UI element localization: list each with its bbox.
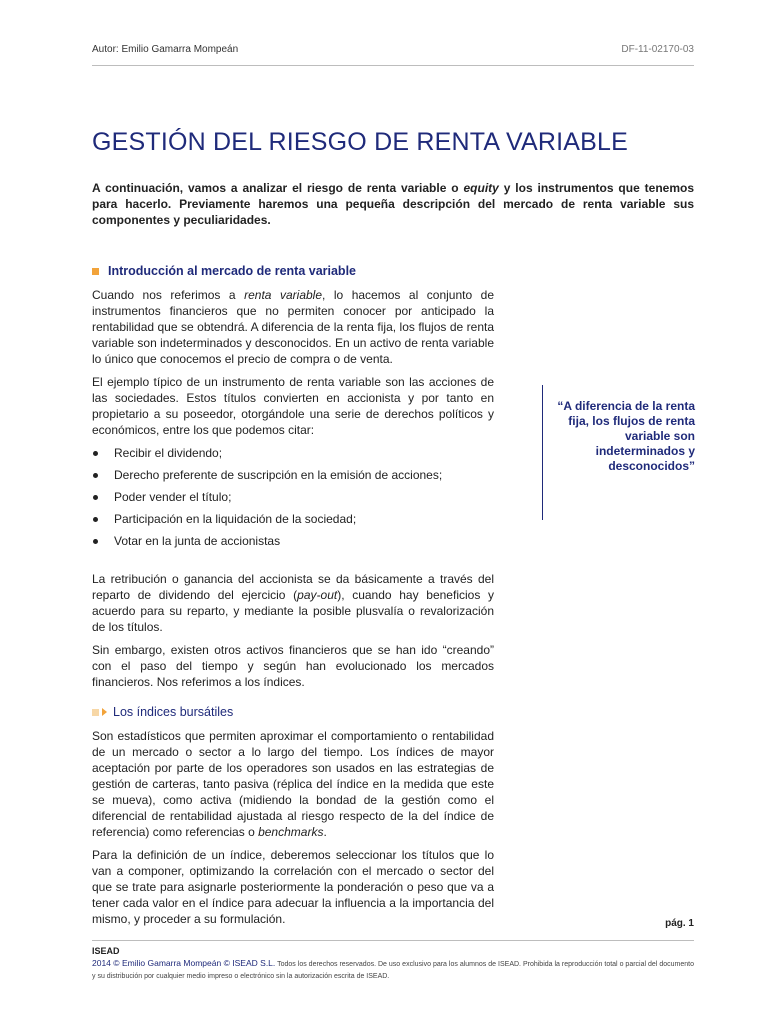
intro-paragraph [92, 180, 694, 228]
paragraph: El ejemplo típico de un instrumento de renta variable son las acciones de las sociedades. Estos títulos convierten en accionista y por tanto en propietario a su poseedor, otorgándole una serie de derechos políticos y económicos, entre los que podemos citar: [92, 375, 494, 437]
intro-text-2: y los instrumentos que tenemos para hacerlo. Previamente haremos una pequeña descripción del mercado de renta variable sus componentes y peculiaridades. [92, 181, 694, 227]
text-emphasis: pay-out [297, 588, 338, 602]
intro-text-1: A continuación, vamos a analizar el riesgo de renta variable o [92, 181, 464, 195]
list-item-label: Recibir el dividendo; [114, 446, 223, 460]
paragraph: Sin embargo, existen otros activos financieros que se han ido “creando” con el paso del tiempo y según han evolucionado los mercados financieros. Nos referimos a los índices. [92, 643, 494, 689]
rights-list [92, 445, 494, 549]
text-run: . [323, 825, 327, 839]
text-run: , lo hacemos al conjunto de instrumentos financieros que no permiten conocer por anticipado la rentabilidad que se obtendrá. A diferencia de la renta fija, los flujos de renta variable son indeterminados y desconocidos. En un activo de renta variable lo único que conocemos el precio de compra o de venta. [92, 288, 494, 366]
document-code: DF-11-02170-03 [621, 44, 694, 55]
list-item [92, 445, 494, 461]
list-item-label: Votar en la junta de accionistas [114, 534, 281, 548]
footer-org: ISEAD [92, 946, 120, 956]
list-item-label: Poder vender el título; [114, 490, 232, 504]
text-run: Cuando nos referimos a [92, 288, 245, 302]
footer-copyright [92, 957, 694, 983]
pull-quote-text: “A diferencia de la renta fija, los flujos de renta variable son indeterminados y desconocidos” [557, 399, 695, 473]
text-run: ), cuando hay beneficios y acuerdo para su reparto, y mediante la posible plusvalía o revalorización de los títulos. [92, 588, 494, 634]
page-header [92, 44, 694, 66]
text-emphasis: renta variable [244, 288, 323, 302]
text-run: La retribución o ganancia del accionista se da básicamente a través del reparto de dividendo del ejercicio ( [92, 572, 494, 602]
page-footer [92, 940, 694, 983]
paragraph [92, 728, 494, 840]
list-item-label: Participación en la liquidación de la sociedad; [114, 512, 357, 526]
section-heading-indices-label: Los índices bursátiles [113, 705, 234, 719]
paragraph [92, 571, 494, 635]
page-number: pág. 1 [665, 918, 694, 929]
bullet-dot-icon [93, 539, 98, 544]
bullet-dot-icon [93, 451, 98, 456]
main-column [92, 263, 494, 934]
list-item [92, 511, 494, 527]
bullet-dot-icon [93, 495, 98, 500]
pull-quote [542, 385, 695, 520]
list-item-label: Derecho preferente de suscripción en la emisión de acciones; [114, 468, 443, 482]
square-bullet-icon [92, 268, 99, 275]
section-heading-intro-label: Introducción al mercado de renta variable [108, 264, 356, 278]
bullet-dot-icon [93, 473, 98, 478]
section-heading-indices [92, 704, 494, 720]
bullet-dot-icon [93, 517, 98, 522]
author-label: Autor: Emilio Gamarra Mompeán [92, 44, 239, 55]
list-item [92, 533, 494, 549]
page-title: GESTIÓN DEL RIESGO DE RENTA VARIABLE [92, 128, 629, 156]
copyright-notice: Todos los derechos reservados. De uso exclusivo para los alumnos de ISEAD. Prohibida la reproducción total o parcial del documento y su distribución por cualquier medio impreso o electrónico sin la autorización escrita de ISEAD. [92, 961, 694, 980]
copyright-owner: 2014 © Emilio Gamarra Mompeán © ISEAD S.L. [92, 958, 276, 968]
square-bullet-icon [92, 709, 99, 716]
paragraph: Para la definición de un índice, deberemos seleccionar los títulos que lo van a componer, optimizando la correlación con el mercado o sector del que se trate para asignarle posteriormente la ponderación o peso que va a tener cada valor en el índice para adecuar la influencia a la importancia del mismo, y proceder a su formulación. [92, 848, 494, 926]
section-heading-intro [92, 263, 494, 279]
paragraph [92, 287, 494, 367]
triangle-arrow-icon [102, 708, 107, 716]
text-run: Son estadísticos que permiten aproximar el comportamiento o rentabilidad de un mercado o sector a lo largo del tiempo. Los índices de mayor aceptación por parte de los operadores son usados en las estrategias de gestión de carteras, tanto pasiva (réplica del índice en la medida que este se mueva), como activa (midiendo la bondad de la gestión como el diferencial de rentabilidad ajustada al riesgo respecto de la del índice de referencia) como referencias o [92, 729, 494, 839]
list-item [92, 467, 494, 483]
text-emphasis: benchmarks [258, 825, 324, 839]
list-item [92, 489, 494, 505]
intro-emphasis: equity [463, 181, 499, 195]
